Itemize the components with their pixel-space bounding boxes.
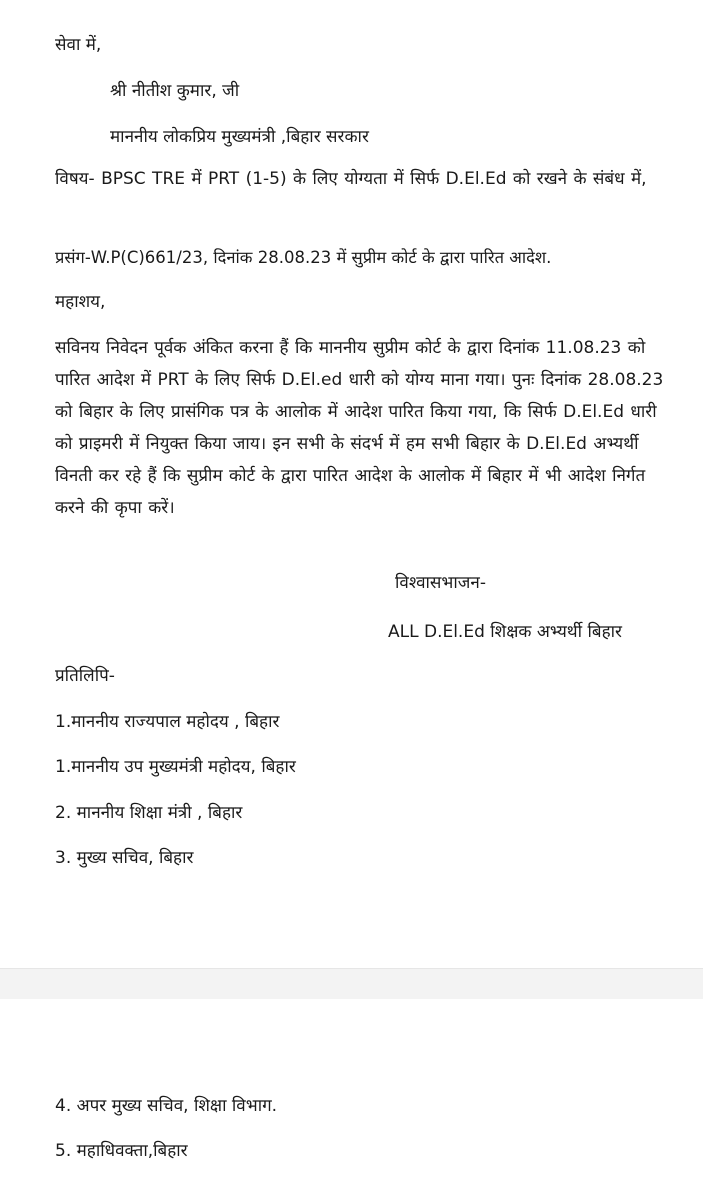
copy-to-item: 1.माननीय उप मुख्यमंत्री महोदय, बिहार bbox=[55, 757, 296, 777]
addressee-title: माननीय लोकप्रिय मुख्यमंत्री ,बिहार सरकार bbox=[110, 127, 369, 147]
copy-to-item: 2. माननीय शिक्षा मंत्री , बिहार bbox=[55, 803, 243, 823]
closing: विश्वासभाजन- bbox=[395, 573, 486, 593]
reference-line: प्रसंग-W.P(C)661/23, दिनांक 28.08.23 में सुप्रीम कोर्ट के द्वारा पारित आदेश. bbox=[55, 248, 552, 267]
copy-to-item: 3. मुख्य सचिव, बिहार bbox=[55, 848, 194, 868]
signature: ALL D.El.Ed शिक्षक अभ्यर्थी बिहार bbox=[388, 622, 622, 642]
document-page-2 bbox=[0, 999, 703, 1200]
copy-to-item: 4. अपर मुख्य सचिव, शिक्षा विभाग. bbox=[55, 1096, 278, 1116]
page-break bbox=[0, 968, 703, 1000]
salutation-to: सेवा में, bbox=[55, 35, 102, 55]
copy-to-item: 1.माननीय राज्यपाल महोदय , बिहार bbox=[55, 712, 280, 732]
copy-to-item: 5. महाधिवक्ता,बिहार bbox=[55, 1141, 188, 1161]
copy-to-heading: प्रतिलिपि- bbox=[55, 666, 115, 686]
subject-line: विषय- BPSC TRE में PRT (1-5) के लिए योग्यता में सिर्फ D.El.Ed को रखने के संबंध में, bbox=[55, 169, 647, 189]
letter-body: सविनय निवेदन पूर्वक अंकित करना हैं कि माननीय सुप्रीम कोर्ट के द्वारा दिनांक 11.08.23 को पारित आदेश में PRT के लिए सिर्फ D.El.ed धारी को योग्य माना गया। पुनः दिनांक 28.08.23 को बिहार के लिए प्रासंगिक पत्र के आलोक में आदेश पारित किया गया, कि सिर्फ D.El.Ed धारी को प्राइमरी में नियुक्त किया जाय। इन सभी के संदर्भ में हम सभी बिहार के D.El.Ed अभ्यर्थी विनती कर रहे हैं कि सुप्रीम कोर्ट के द्वारा पारित आदेश के आलोक में बिहार में भी आदेश निर्गत करने की कृपा करें। bbox=[55, 338, 664, 518]
addressee-name: श्री नीतीश कुमार, जी bbox=[110, 81, 240, 101]
greeting: महाशय, bbox=[55, 292, 106, 312]
